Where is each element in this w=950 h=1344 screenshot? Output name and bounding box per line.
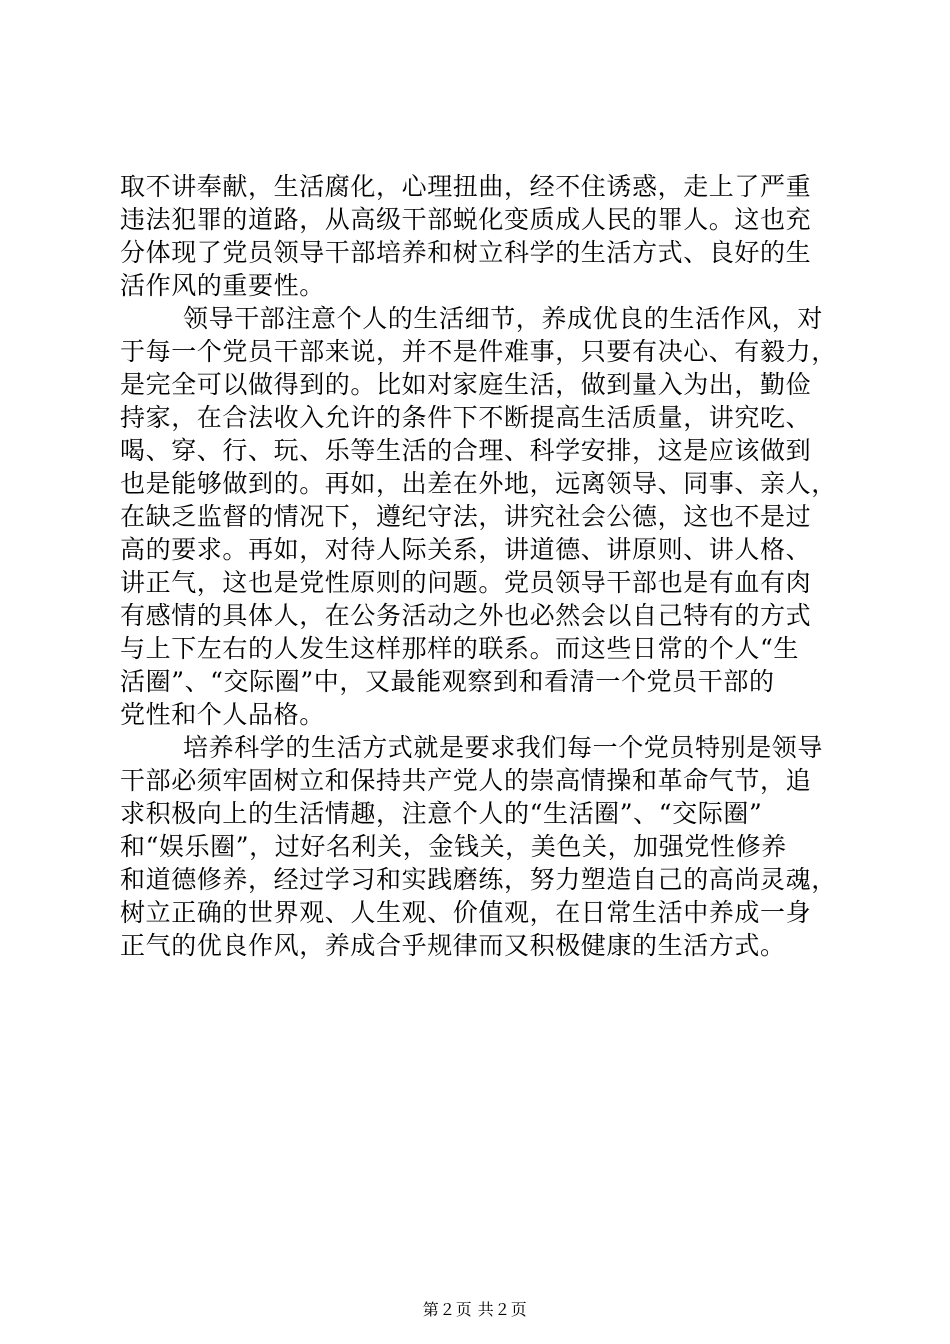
paragraph-2-line-8: 高的要求。再如，对待人际关系，讲道德、讲原则、讲人格、 [120, 535, 812, 564]
paragraph-3 [120, 731, 837, 962]
paragraph-1 [120, 170, 832, 302]
paragraph-2-line-10: 有感情的具体人，在公务活动之外也必然会以自己特有的方式 [120, 601, 812, 630]
paragraph-2-line-11: 与上下左右的人发生这样那样的联系。而这些日常的个人“生 [120, 634, 799, 663]
paragraph-2-line-7: 在缺乏监督的情况下，遵纪守法，讲究社会公德，这也不是过 [120, 502, 812, 531]
page-number-footer: 第２页 共２页 [422, 1300, 528, 1319]
paragraph-2-line-4: 持家，在合法收入允许的条件下不断提高生活质量，讲究吃、 [120, 403, 812, 432]
paragraph-3-line-4: 和“娱乐圈”，过好名利关，金钱关，美色关，加强党性修养 [120, 832, 787, 861]
paragraph-2-line-3: 是完全可以做得到的。比如对家庭生活，做到量入为出，勤俭 [120, 370, 812, 399]
paragraph-1-line-2: 违法犯罪的道路，从高级干部蜕化变质成人民的罪人。这也充 [120, 205, 812, 234]
paragraph-2 [120, 302, 837, 731]
paragraph-2-line-6: 也是能够做到的。再如，出差在外地，远离领导、同事、亲人， [120, 469, 837, 498]
paragraph-3-line-6: 树立正确的世界观、人生观、价值观，在日常生活中养成一身 [120, 898, 812, 927]
paragraph-2-line-12: 活圈”、“交际圈”中，又最能观察到和看清一个党员干部的 [120, 667, 775, 696]
paragraph-3-line-7: 正气的优良作风，养成合乎规律而又积极健康的生活方式。 [120, 931, 786, 960]
paragraph-3-line-5: 和道德修养，经过学习和实践磨练，努力塑造自己的高尚灵魂， [120, 865, 837, 894]
paragraph-2-line-5: 喝、穿、行、玩、乐等生活的合理、科学安排，这是应该做到 [120, 436, 812, 465]
paragraph-1-line-3: 分体现了党员领导干部培养和树立科学的生活方式、良好的生 [120, 238, 812, 267]
paragraph-3-line-2: 干部必须牢固树立和保持共产党人的崇高情操和革命气节，追 [120, 766, 812, 795]
paragraph-2-line-1: 领导干部注意个人的生活细节，养成优良的生活作风，对 [183, 304, 824, 333]
paragraph-1-line-1: 取不讲奉献，生活腐化，心理扭曲，经不住诱惑，走上了严重 [120, 172, 812, 201]
paragraph-3-line-1: 培养科学的生活方式就是要求我们每一个党员特别是领导 [183, 733, 824, 762]
paragraph-2-line-9: 讲正气，这也是党性原则的问题。党员领导干部也是有血有肉 [120, 568, 812, 597]
paragraph-2-line-2: 于每一个党员干部来说，并不是件难事，只要有决心、有毅力， [120, 337, 837, 366]
paragraph-1-line-4: 活作风的重要性。 [120, 271, 325, 300]
paragraph-3-line-3: 求积极向上的生活情趣，注意个人的“生活圈”、“交际圈” [120, 799, 763, 828]
body-text [120, 170, 837, 962]
paragraph-2-line-13: 党性和个人品格。 [120, 700, 325, 729]
